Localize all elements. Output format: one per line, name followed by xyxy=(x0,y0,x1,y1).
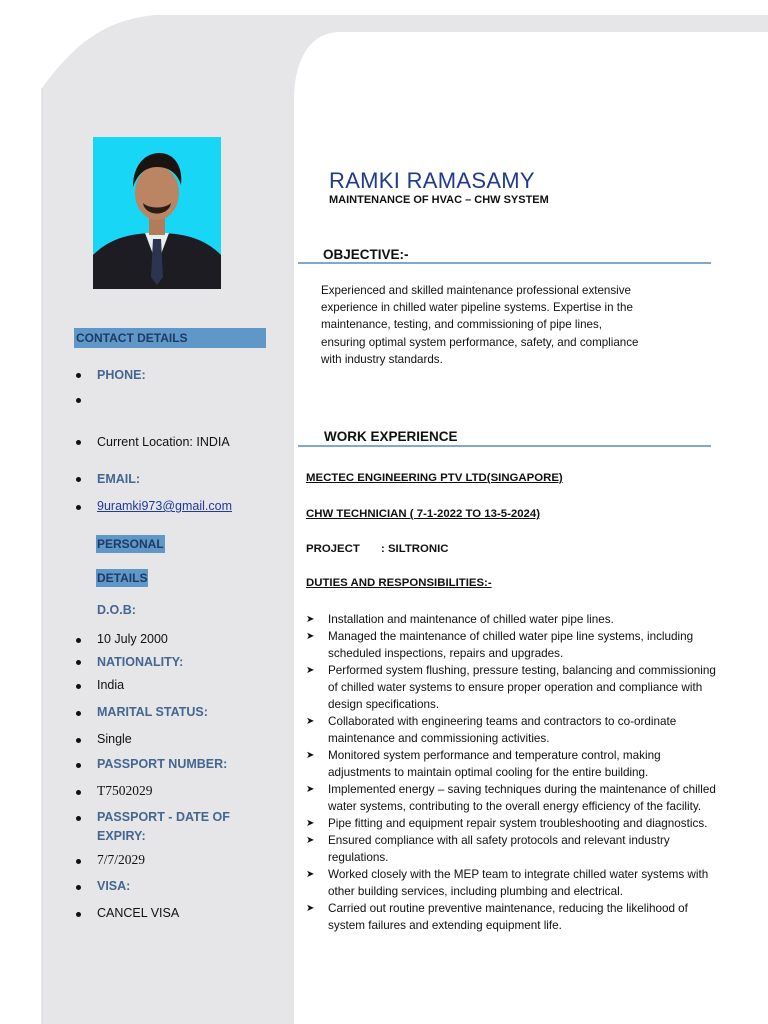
passport-expiry-label-1: PASSPORT - DATE OF xyxy=(97,810,230,824)
project-line xyxy=(306,543,448,555)
nationality-label: NATIONALITY: xyxy=(97,655,184,669)
email-label: EMAIL: xyxy=(97,472,141,486)
bullet xyxy=(76,885,81,890)
bullet xyxy=(76,711,81,716)
objective-heading: OBJECTIVE:- xyxy=(323,247,409,262)
duty-text: Implemented energy – saving techniques during the maintenance of chilled water systems, contributing to the overall energy efficiency of the facility. xyxy=(328,783,716,813)
bullet xyxy=(76,763,81,768)
bullet xyxy=(76,373,81,378)
list-item xyxy=(306,900,726,934)
person-photo-icon xyxy=(93,137,221,289)
details-heading: DETAILS xyxy=(97,571,148,585)
bullet xyxy=(76,477,81,482)
arrow-bullet-icon: ➤ xyxy=(306,903,315,914)
duty-text: Collaborated with engineering teams and contractors to co-ordinate maintenance and commissioning activities. xyxy=(328,715,677,745)
passport-number-label: PASSPORT NUMBER: xyxy=(97,757,228,771)
bullet xyxy=(76,859,81,864)
email-value[interactable] xyxy=(97,499,232,513)
bullet xyxy=(76,505,81,510)
job-title: MAINTENANCE OF HVAC – CHW SYSTEM xyxy=(329,194,549,206)
duty-text: Performed system flushing, pressure testing, balancing and commissioning of chilled water systems to ensure proper operation and compliance with design specifications. xyxy=(328,664,716,711)
marital-status-value: Single xyxy=(97,732,132,746)
duties-list xyxy=(306,611,726,934)
project-value: : SILTRONIC xyxy=(380,543,449,555)
job-role: CHW TECHNICIAN ( 7-1-2022 TO 13-5-2024) xyxy=(306,508,540,520)
bullet xyxy=(76,816,81,821)
list-item xyxy=(306,781,726,815)
list-item xyxy=(306,662,726,713)
duty-text: Carried out routine preventive maintenance, reducing the likelihood of system failures and extending equipment life. xyxy=(328,902,688,932)
list-item xyxy=(306,611,726,628)
email-user[interactable]: 9uramki973 xyxy=(97,499,163,513)
bullet xyxy=(76,912,81,917)
arrow-bullet-icon: ➤ xyxy=(306,614,315,625)
current-location: Current Location: INDIA xyxy=(97,435,230,449)
arrow-bullet-icon: ➤ xyxy=(306,869,315,880)
dob-value: 10 July 2000 xyxy=(97,632,168,646)
bullet xyxy=(76,398,81,403)
list-item xyxy=(306,832,726,866)
bullet xyxy=(76,738,81,743)
duty-text: Managed the maintenance of chilled water pipe line systems, including scheduled inspections, repairs and upgrades. xyxy=(328,630,694,660)
objective-text: Experienced and skilled maintenance professional extensive experience in chilled water pipeline systems. Expertise in the maintenance, testing, and commissioning of pipe lines, ensuring optimal system performance, safety, and compliance with industry standards. xyxy=(321,284,639,366)
bullet xyxy=(76,440,81,445)
passport-expiry-value: 7/7/2029 xyxy=(97,852,146,867)
bullet xyxy=(76,684,81,689)
bullet xyxy=(76,660,81,665)
arrow-bullet-icon: ➤ xyxy=(306,716,315,727)
dob-label: D.O.B: xyxy=(97,603,136,617)
passport-expiry-label-2: EXPIRY: xyxy=(97,829,146,843)
list-item xyxy=(306,747,726,781)
project-label: PROJECT xyxy=(306,543,360,555)
duty-text: Ensured compliance with all safety protocols and relevant industry regulations. xyxy=(328,834,670,864)
arrow-bullet-icon: ➤ xyxy=(306,818,315,829)
arrow-bullet-icon: ➤ xyxy=(306,631,315,642)
duty-text: Installation and maintenance of chilled water pipe lines. xyxy=(328,613,614,626)
duties-heading: DUTIES AND RESPONSIBILITIES:- xyxy=(306,577,492,589)
email-domain[interactable]: @gmail.com xyxy=(162,499,232,513)
arrow-bullet-icon: ➤ xyxy=(306,750,315,761)
work-experience-divider xyxy=(298,445,711,447)
company-name: MECTEC ENGINEERING PTV LTD(SINGAPORE) xyxy=(306,472,563,484)
duty-text: Worked closely with the MEP team to integrate chilled water systems with other building services, including plumbing and electrical. xyxy=(328,868,709,898)
list-item xyxy=(306,713,726,747)
bullet xyxy=(76,790,81,795)
visa-value: CANCEL VISA xyxy=(97,906,180,920)
list-item xyxy=(306,628,726,662)
phone-label: PHONE: xyxy=(97,368,146,382)
duty-text: Monitored system performance and temperature control, making adjustments to maintain optimal cooling for the entire building. xyxy=(328,749,661,779)
personal-heading: PERSONAL xyxy=(97,537,164,551)
candidate-name: RAMKI RAMASAMY xyxy=(329,168,535,193)
bullet xyxy=(76,638,81,643)
duty-text: Pipe fitting and equipment repair system troubleshooting and diagnostics. xyxy=(328,817,708,830)
marital-status-label: MARITAL STATUS: xyxy=(97,705,208,719)
passport-number-value: T7502029 xyxy=(97,783,153,798)
objective-divider xyxy=(298,262,711,264)
contact-details-heading: CONTACT DETAILS xyxy=(74,328,266,348)
list-item xyxy=(306,815,726,832)
arrow-bullet-icon: ➤ xyxy=(306,665,315,676)
nationality-value: India xyxy=(97,678,125,692)
arrow-bullet-icon: ➤ xyxy=(306,835,315,846)
list-item xyxy=(306,866,726,900)
profile-photo xyxy=(93,137,221,289)
work-experience-heading: WORK EXPERIENCE xyxy=(324,429,458,444)
visa-label: VISA: xyxy=(97,879,131,893)
arrow-bullet-icon: ➤ xyxy=(306,784,315,795)
